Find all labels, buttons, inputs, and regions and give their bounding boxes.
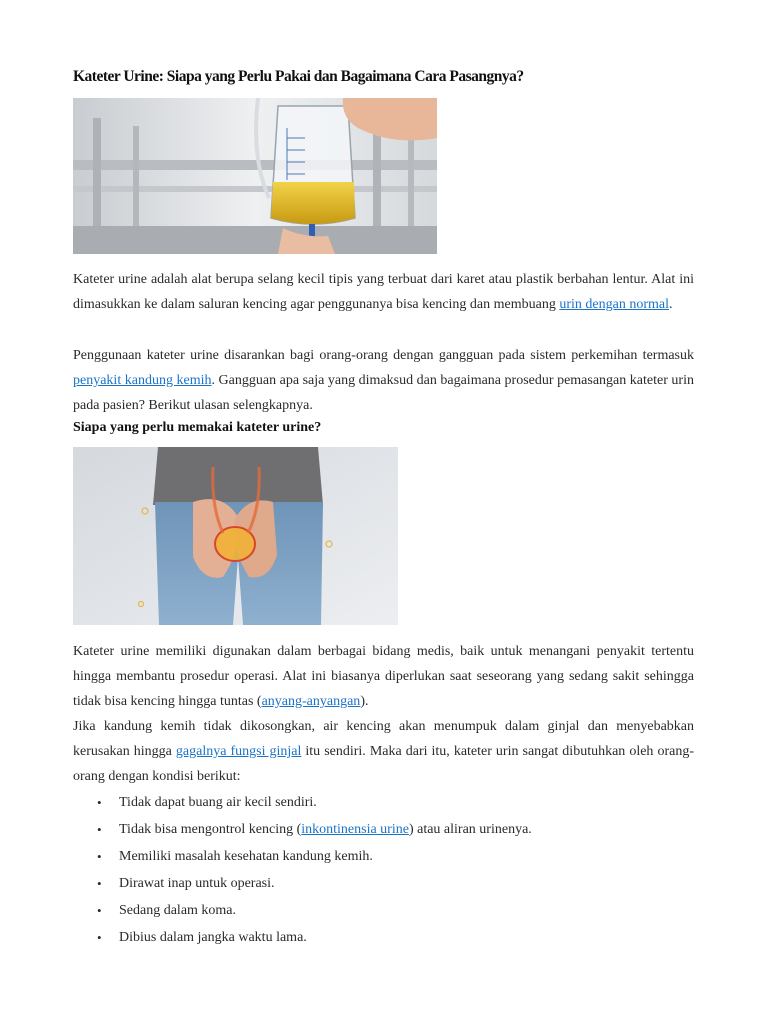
list-item: • Tidak bisa mengontrol kencing (inkontinensia urine) atau aliran urinenya. [73,819,693,846]
link-gagal-fungsi-ginjal[interactable]: gagalnya fungsi ginjal [175,744,302,759]
section-heading: Siapa yang perlu memakai kateter urine? [73,420,322,435]
bullet-glyph: • [97,822,102,837]
list-item: • Sedang dalam koma. [73,900,693,927]
urine-bag-illustration [73,98,437,254]
bullet-glyph: • [97,903,102,918]
article-title: Kateter Urine: Siapa yang Perlu Pakai dan Bagaimana Cara Pasangnya? [73,68,524,85]
paragraph-intro: Kateter urine adalah alat berupa selang kecil tipis yang terbuat dari karet atau plastik berbahan lentur. Alat ini dimasukkan ke dalam saluran kencing agar penggunanya bisa kencing dan membuang urin dengan normal. [73,272,694,312]
paragraph-kidney: Jika kandung kemih tidak dikosongkan, air kencing akan menumpuk dalam ginjal dan menyebabkan kerusakan hingga gagalnya fungsi ginjal itu sendiri. Maka dari itu, kateter urin sangat dibutuhkan oleh orang-orang dengan kondisi berikut: [73,719,694,784]
condition-list [73,792,693,954]
paragraph-medical-use: Kateter urine memiliki digunakan dalam berbagai bidang medis, baik untuk menangani penyakit tertentu hingga membantu prosedur operasi. Alat ini biasanya diperlukan saat seseorang yang sedang sakit sehingga tidak bisa kencing hingga tuntas (anyang-anyangan). [73,644,694,709]
bullet-glyph: • [97,849,102,864]
list-item: • Dirawat inap untuk operasi. [73,873,693,900]
bullet-glyph: • [97,930,102,945]
bullet-glyph: • [97,876,102,891]
link-urin-normal[interactable]: urin dengan normal [559,297,669,312]
list-item: • Dibius dalam jangka waktu lama. [73,927,693,954]
list-item: • Memiliki masalah kesehatan kandung kemih. [73,846,693,873]
bladder-pain-photo [73,447,398,625]
paragraph-usage: Penggunaan kateter urine disarankan bagi orang-orang dengan gangguan pada sistem perkemihan termasuk penyakit kandung kemih. Gangguan apa saja yang dimaksud dan bagaimana prosedur pemasangan kateter urin pada pasien? Berikut ulasan selengkapnya. [73,348,694,413]
link-penyakit-kandung-kemih[interactable]: penyakit kandung kemih [73,373,212,388]
urine-bag-photo [73,98,437,254]
bullet-glyph: • [97,795,102,810]
link-inkontinensia-urine[interactable]: inkontinensia urine [301,822,409,837]
list-item: • Tidak dapat buang air kecil sendiri. [73,792,693,819]
bladder-illustration [73,447,398,625]
link-anyang-anyangan[interactable]: anyang-anyangan [261,694,361,709]
